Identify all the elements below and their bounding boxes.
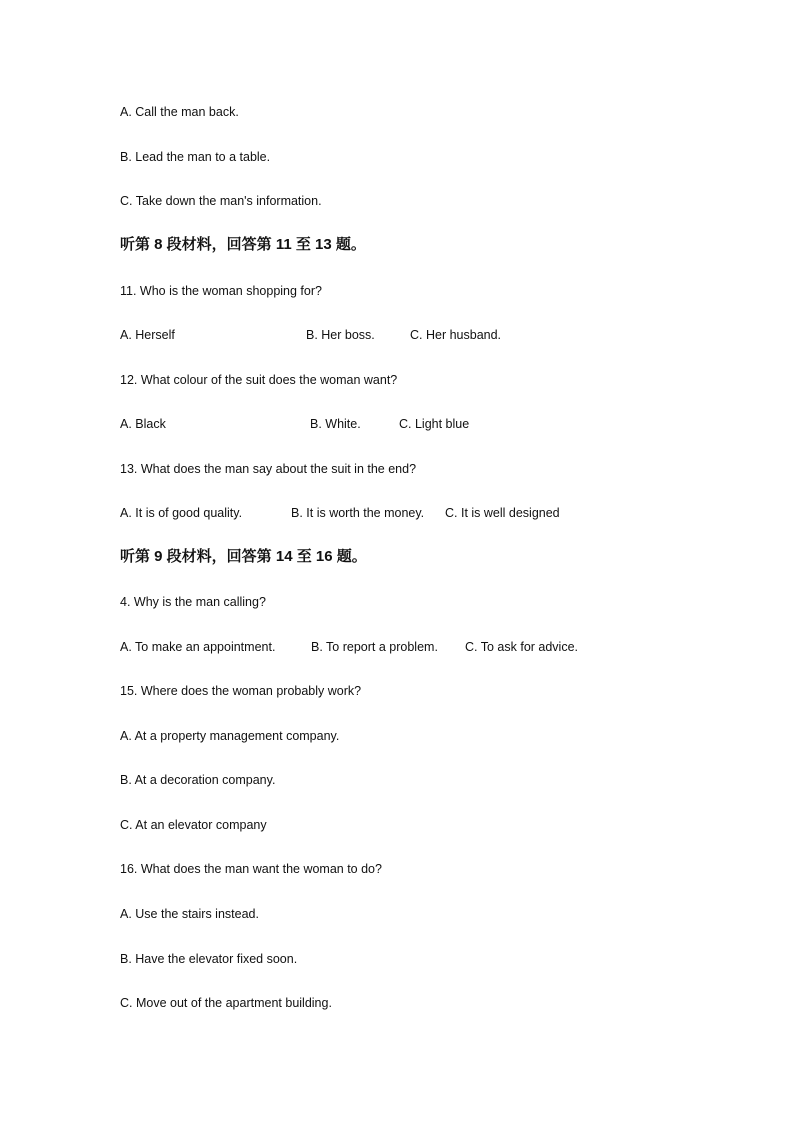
q15-option-c: C. At an elevator company xyxy=(120,818,267,832)
section-8-heading: 听第 8 段材料，回答第 11 至 13 题。 xyxy=(120,236,366,253)
q15-question: 15. Where does the woman probably work? xyxy=(120,684,362,698)
q12-option-b: B. White. xyxy=(310,417,361,431)
section-9-heading: 听第 9 段材料，回答第 14 至 16 题。 xyxy=(120,548,367,565)
q13-option-c: C. It is well designed xyxy=(445,506,560,520)
q16-option-b: B. Have the elevator fixed soon. xyxy=(120,952,298,966)
q15-option-b: B. At a decoration company. xyxy=(120,773,276,787)
q11-question: 11. Who is the woman shopping for? xyxy=(120,284,322,298)
q16-question: 16. What does the man want the woman to do? xyxy=(120,862,382,876)
q14-option-b: B. To report a problem. xyxy=(311,640,438,654)
q12-option-a: A. Black xyxy=(120,417,166,431)
q11-option-c: C. Her husband. xyxy=(410,328,502,342)
q14-question: 4. Why is the man calling? xyxy=(120,595,266,609)
q13-question: 13. What does the man say about the suit in the end? xyxy=(120,462,417,476)
q16-option-c: C. Move out of the apartment building. xyxy=(120,996,332,1010)
q10-option-c: C. Take down the man's information. xyxy=(120,194,322,208)
q11-option-b: B. Her boss. xyxy=(306,328,375,342)
q11-option-a: A. Herself xyxy=(120,328,175,342)
q10-option-a: A. Call the man back. xyxy=(120,105,239,119)
q13-option-b: B. It is worth the money. xyxy=(291,506,425,520)
q10-option-b: B. Lead the man to a table. xyxy=(120,150,271,164)
q14-option-c: C. To ask for advice. xyxy=(465,640,579,654)
q12-question: 12. What colour of the suit does the woman want? xyxy=(120,373,398,387)
q16-option-a: A. Use the stairs instead. xyxy=(120,907,259,921)
q15-option-a: A. At a property management company. xyxy=(120,729,340,743)
q14-option-a: A. To make an appointment. xyxy=(120,640,276,654)
q13-option-a: A. It is of good quality. xyxy=(120,506,243,520)
q12-option-c: C. Light blue xyxy=(399,417,470,431)
